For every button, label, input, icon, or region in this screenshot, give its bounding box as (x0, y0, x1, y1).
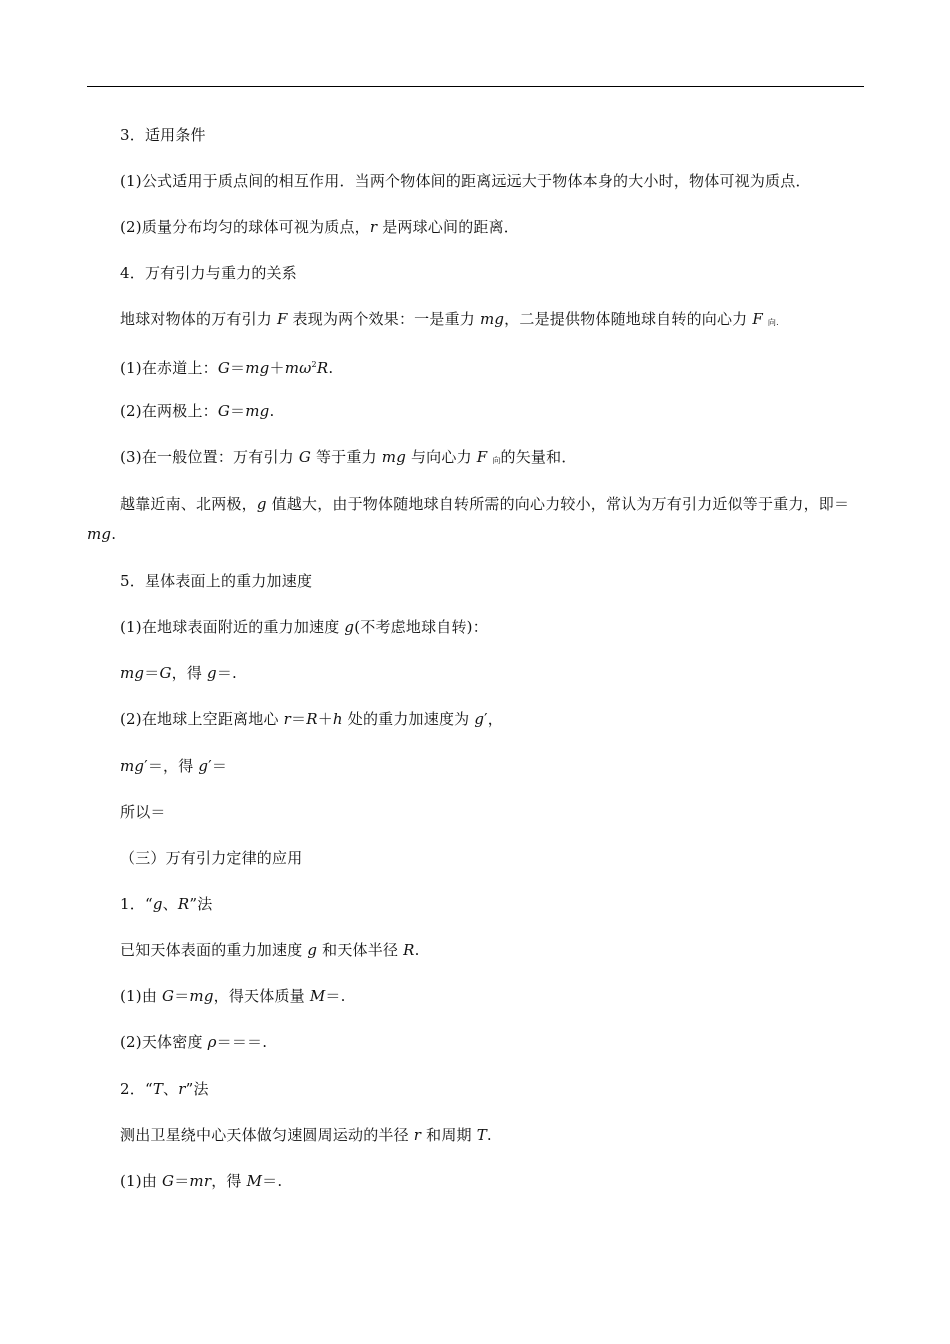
paragraph-gravity-effects: 地球对物体的万有引力 F 表现为两个效果：一是重力 mg，二是提供物体随地球自转的向心力 F $_{向.}$ (120, 310, 779, 328)
formula-density: (2)天体密度 ρ＝＝＝. (120, 1033, 268, 1051)
formula-ratio: 所以＝ (120, 803, 166, 821)
paragraph-known-g-r: 已知天体表面的重力加速度 g 和天体半径 R. (120, 941, 420, 959)
header-rule (87, 86, 864, 87)
subheading-g-r-method: 1．“g、R”法 (120, 895, 213, 913)
formula-altitude-g: mg′＝，得 g′＝ (120, 757, 228, 775)
formula-surface-g: mg＝G，得 g＝. (120, 664, 237, 682)
subheading-t-r-method: 2．“T、r”法 (120, 1080, 209, 1098)
paragraph-poles-gravity: 越靠近南、北两极，g 值越大，由于物体随地球自转所需的向心力较小，常认为万有引力近似等于重力，即＝mg. (87, 495, 850, 543)
section-heading-4: 4．万有引力与重力的关系 (120, 264, 297, 282)
section-heading-5: 5．星体表面上的重力加速度 (120, 572, 313, 590)
formula-mass-from-g: (1)由 G＝mg，得天体质量 M＝. (120, 987, 346, 1005)
paragraph-altitude-g: (2)在地球上空距离地心 r＝R＋h 处的重力加速度为 g′， (120, 710, 503, 728)
paragraph-condition-1: (1)公式适用于质点间的相互作用．当两个物体间的距离远远大于物体本身的大小时，物体可视为质点． (120, 172, 811, 190)
paragraph-satellite-orbit: 测出卫星绕中心天体做匀速圆周运动的半径 r 和周期 T. (120, 1126, 492, 1144)
section-heading-applications: （三）万有引力定律的应用 (120, 849, 303, 867)
formula-poles: (2)在两极上：G＝mg. (120, 402, 275, 420)
formula-equator: (1)在赤道上：$G=mg+m\omega^2R$. (120, 359, 334, 377)
paragraph-surface-g: (1)在地球表面附近的重力加速度 g(不考虑地球自转)： (120, 618, 488, 636)
formula-general-position: (3)在一般位置：万有引力 G 等于重力 mg 与向心力 F $_向$的矢量和． (120, 448, 577, 466)
paragraph-condition-2: (2)质量分布均匀的球体可视为质点，r 是两球心间的距离． (120, 218, 520, 236)
formula-mass-from-orbit: (1)由 G＝mr，得 M＝. (120, 1172, 283, 1190)
section-heading-3: 3．适用条件 (120, 126, 206, 144)
